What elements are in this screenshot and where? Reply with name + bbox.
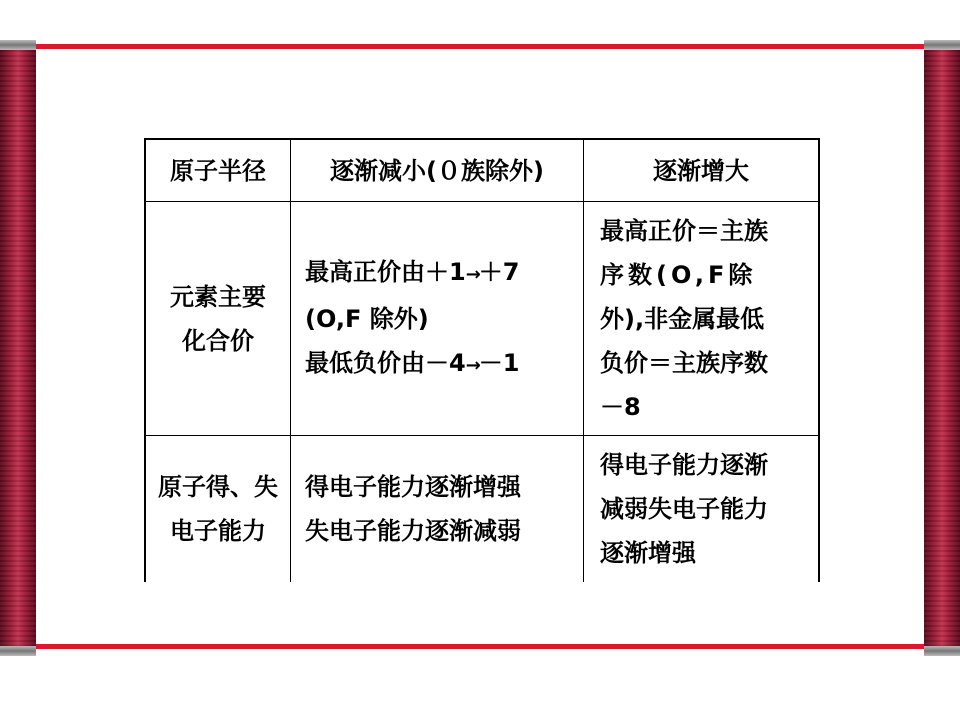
row-header-cell [146,436,291,582]
scroll-rod-left [0,40,36,656]
period-trend-cell [291,202,584,435]
atomic-radius-label: 原子半径 [170,156,266,185]
rod-cap [924,40,960,50]
valence-label-line2: 化合价 [182,326,254,355]
scroll-rod-right [924,40,960,656]
group-valence-line4: 负价＝主族序数 [600,348,768,377]
group-trend-cell [584,140,818,201]
rod-cap [0,646,36,656]
period-radius-trend: 逐渐减小(０族除外) [330,156,544,185]
period-valence-line3 [305,341,583,388]
group-valence-line3: 外),非金属最低 [600,304,765,333]
group-radius-trend: 逐渐增大 [653,156,749,185]
group-electron-line2: 减弱失电子能力 [600,495,768,523]
group-valence-line2: 序数(O,F除 [600,260,757,289]
periodic-trends-table [144,138,820,582]
row-header-cell [146,140,291,201]
table-row-electron-ability [146,436,818,582]
electron-label-line1: 原子得、失 [158,473,278,501]
group-trend-cell [584,436,818,582]
table-row-atomic-radius [146,140,818,202]
group-valence-line1: 最高正价＝主族 [600,216,768,245]
group-valence-line5: －8 [600,392,641,421]
arrow-icon: → [465,263,479,285]
period-valence-line2: (O,F 除外) [305,304,429,333]
min-valence-end: －1 [478,348,520,377]
period-trend-cell [291,436,584,582]
period-trend-cell [291,140,584,201]
group-trend-cell [584,202,818,435]
row-header-cell [146,202,291,435]
period-valence-line1 [305,250,583,297]
group-electron-line1: 得电子能力逐渐 [600,451,768,479]
group-electron-line3: 逐渐增强 [600,539,696,567]
period-electron-line1: 得电子能力逐渐增强 [305,473,521,501]
rod-cap [0,40,36,50]
period-electron-line2: 失电子能力逐渐减弱 [305,517,521,545]
table-row-valence [146,202,818,436]
max-valence-end: ＋7 [478,257,520,286]
bottom-border-line [36,644,924,649]
min-valence-start: 最低负价由－4 [305,348,466,377]
max-valence-start: 最高正价由＋1 [305,257,466,286]
top-border-line [36,44,924,49]
arrow-icon: → [465,354,479,376]
rod-cap [924,646,960,656]
electron-label-line2: 电子能力 [170,517,266,545]
valence-label-line1: 元素主要 [170,282,266,311]
